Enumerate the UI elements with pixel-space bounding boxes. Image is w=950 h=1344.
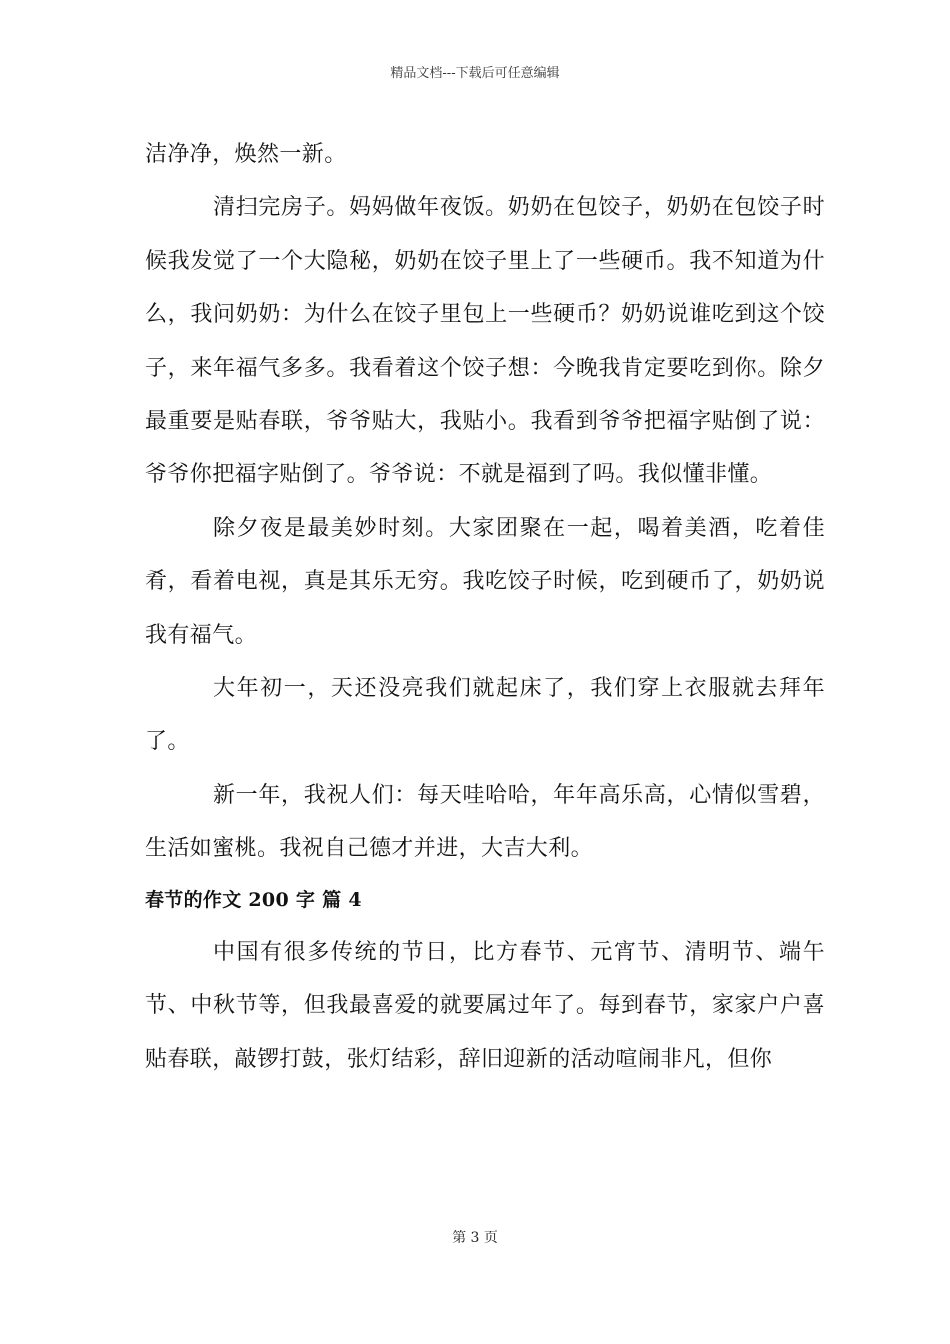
paragraph: 中国有很多传统的节日，比方春节、元宵节、清明节、端午节、中秋节等，但我最喜爱的就要属过年了。每到春节，家家户户喜贴春联，敲锣打鼓，张灯结彩，辞旧迎新的活动喧闹非凡，但你 [145, 939, 825, 1072]
page-header: 精品文档---下载后可任意编辑 [390, 66, 560, 81]
paragraph: 除夕夜是最美妙时刻。大家团聚在一起，喝着美酒，吃着佳肴，看着电视，真是其乐无穷。我吃饺子时候，吃到硬币了，奶奶说我有福气。 [145, 515, 825, 648]
paragraph: 新一年，我祝人们：每天哇哈哈，年年高乐高，心情似雪碧，生活如蜜桃。我祝自己德才并进，大吉大利。 [145, 782, 825, 862]
paragraph: 清扫完房子。妈妈做年夜饭。奶奶在包饺子，奶奶在包饺子时候我发觉了一个大隐秘，奶奶在饺子里上了一些硬币。我不知道为什么，我问奶奶：为什么在饺子里包上一些硬币？奶奶说谁吃到这个饺子，来年福气多多。我看着这个饺子想：今晚我肯定要吃到你。除夕最重要是贴春联，爷爷贴大，我贴小。我看到爷爷把福字贴倒了说：爷爷你把福字贴倒了。爷爷说：不就是福到了吗。我似懂非懂。 [145, 195, 825, 488]
page-number: 第 3 页 [452, 1230, 498, 1246]
paragraph-continuation: 洁净净，焕然一新。 [145, 142, 347, 167]
document-body [145, 128, 825, 1086]
section-title: 春节的作文 200 字 篇 4 [145, 888, 362, 911]
paragraph: 大年初一，天还没亮我们就起床了，我们穿上衣服就去拜年了。 [145, 676, 825, 755]
